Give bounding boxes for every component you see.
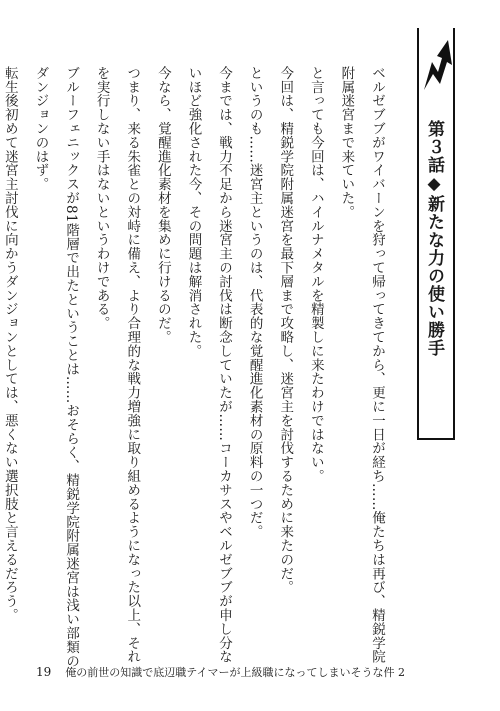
page-footer [36, 664, 405, 680]
body-line: と言っても今回は、ハイルナメタルを精製しに来たわけではない。 [307, 66, 324, 483]
body-line: 今までは、戦力不足から迷宮主の討伐は断念していたが……コーカサスやベルゼブブが申し分な [216, 66, 233, 664]
chapter-arrow-icon [421, 32, 455, 112]
body-line: ベルゼブブがワイバーンを狩って帰ってきてから、更に一日が経ち……俺たちは再び、精鋭学院 [369, 66, 385, 664]
body-line: ダンジョンのはず。 [32, 66, 49, 192]
body-line: つまり、来る朱雀との対峙に備え、より合理的な戦力増強に取り組めるようになった以上、それ [124, 66, 141, 664]
chapter-tab [417, 28, 455, 440]
chapter-title: 第３話◆新たな力の使い勝手 [424, 120, 444, 357]
running-title: 俺の前世の知識で底辺職テイマーが上級職になってしまいそうな件 2 [65, 666, 406, 679]
page-number: 19 [36, 665, 52, 679]
body-line: 附属迷宮まで来ていた。 [338, 66, 355, 219]
body-line: を実行しない手はないというわけである。 [93, 66, 110, 331]
body-line: いほど強化された今、その問題は解消された。 [185, 66, 202, 358]
body-line: 今なら、覚醒進化素材を集めに行けるのだ。 [154, 66, 171, 344]
body-line: 転生後初めて迷宮主討伐に向かうダンジョンとしては、悪くない選択肢と言えるだろう。 [1, 66, 18, 622]
body-line: というのも……迷宮主というのは、代表的な覚醒進化素材の原料の一つだ。 [246, 66, 263, 539]
body-line: 今回は、精鋭学院附属迷宮を最下層まで攻略し、迷宮主を討伐するために来たのだ。 [277, 66, 294, 595]
body-line: ブルーフェニックスが81階層で出たということは……おそらく、精鋭学院附属迷宮は浅い部類の [63, 66, 80, 668]
body-text [0, 66, 392, 668]
